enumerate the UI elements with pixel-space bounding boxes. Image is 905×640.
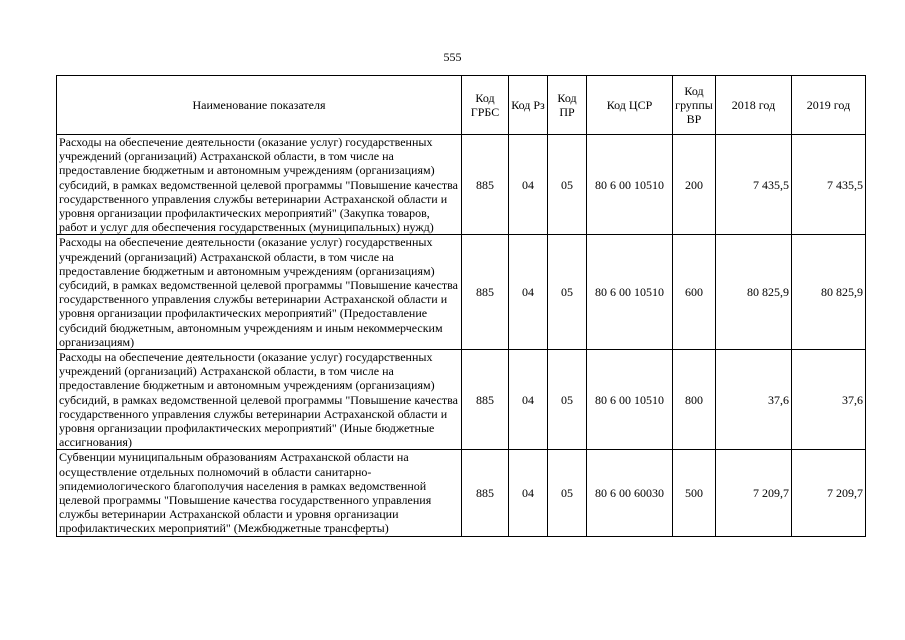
amount-2018-cell: 7 435,5 — [716, 135, 792, 235]
table-row — [57, 450, 866, 536]
column-header-name: Наименование показателя — [57, 76, 462, 135]
rz-cell: 04 — [509, 450, 548, 536]
table-row — [57, 135, 866, 235]
table-row — [57, 235, 866, 350]
row-name-cell: Расходы на обеспечение деятельности (оказание услуг) государственных учреждений (организаций) Астраханской области, в том числе на предоставление бюджетным и автономным учреждениям (организациям) субсидий, в рамках ведомственной целевой программы "Повышение качества государственного управления службы ветеринарии Астраханской области и уровня организации профилактических мероприятий" (Предоставление субсидий бюджетным, автономным учреждениям и иным некоммерческим организациям) — [57, 235, 462, 350]
rz-cell: 04 — [509, 135, 548, 235]
budget-table — [56, 75, 866, 537]
pr-cell: 05 — [548, 450, 587, 536]
rz-cell: 04 — [509, 350, 548, 450]
column-header-2018: 2018 год — [716, 76, 792, 135]
csr-cell: 80 6 00 60030 — [587, 450, 673, 536]
pr-cell: 05 — [548, 350, 587, 450]
grbs-cell: 885 — [462, 450, 509, 536]
row-name-cell: Расходы на обеспечение деятельности (оказание услуг) государственных учреждений (организаций) Астраханской области, в том числе на предоставление бюджетным и автономным учреждениям (организациям) субсидий, в рамках ведомственной целевой программы "Повышение качества государственного управления службы ветеринарии Астраханской области и уровня организации профилактических мероприятий" (Закупка товаров, работ и услуг для обеспечения государственных (муниципальных) нужд) — [57, 135, 462, 235]
vr-cell: 200 — [673, 135, 716, 235]
vr-cell: 500 — [673, 450, 716, 536]
grbs-cell: 885 — [462, 235, 509, 350]
vr-cell: 600 — [673, 235, 716, 350]
page-number: 555 — [443, 50, 462, 64]
csr-cell: 80 6 00 10510 — [587, 135, 673, 235]
column-header-csr: Код ЦСР — [587, 76, 673, 135]
grbs-cell: 885 — [462, 350, 509, 450]
vr-cell: 800 — [673, 350, 716, 450]
row-name-cell: Субвенции муниципальным образованиям Астраханской области на осуществление отдельных полномочий в области санитарно-эпидемиологического благополучия населения в рамках ведомственной целевой программы "Повышение качества государственного управления службы ветеринарии Астраханской области и уровня организации профилактических мероприятий" (Межбюджетные трансферты) — [57, 450, 462, 536]
amount-2019-cell: 7 435,5 — [792, 135, 866, 235]
amount-2018-cell: 7 209,7 — [716, 450, 792, 536]
table-header-row — [57, 76, 866, 135]
column-header-pr: Код ПР — [548, 76, 587, 135]
amount-2018-cell: 80 825,9 — [716, 235, 792, 350]
csr-cell: 80 6 00 10510 — [587, 350, 673, 450]
column-header-vr: Код группы ВР — [673, 76, 716, 135]
column-header-2019: 2019 год — [792, 76, 866, 135]
column-header-rz: Код Рз — [509, 76, 548, 135]
grbs-cell: 885 — [462, 135, 509, 235]
amount-2019-cell: 37,6 — [792, 350, 866, 450]
column-header-grbs: Код ГРБС — [462, 76, 509, 135]
row-name-cell: Расходы на обеспечение деятельности (оказание услуг) государственных учреждений (организаций) Астраханской области, в том числе на предоставление бюджетным и автономным учреждениям (организациям) субсидий, в рамках ведомственной целевой программы "Повышение качества государственного управления службы ветеринарии Астраханской области и уровня организации профилактических мероприятий" (Иные бюджетные ассигнования) — [57, 350, 462, 450]
amount-2018-cell: 37,6 — [716, 350, 792, 450]
pr-cell: 05 — [548, 135, 587, 235]
rz-cell: 04 — [509, 235, 548, 350]
csr-cell: 80 6 00 10510 — [587, 235, 673, 350]
pr-cell: 05 — [548, 235, 587, 350]
amount-2019-cell: 7 209,7 — [792, 450, 866, 536]
amount-2019-cell: 80 825,9 — [792, 235, 866, 350]
table-row — [57, 350, 866, 450]
